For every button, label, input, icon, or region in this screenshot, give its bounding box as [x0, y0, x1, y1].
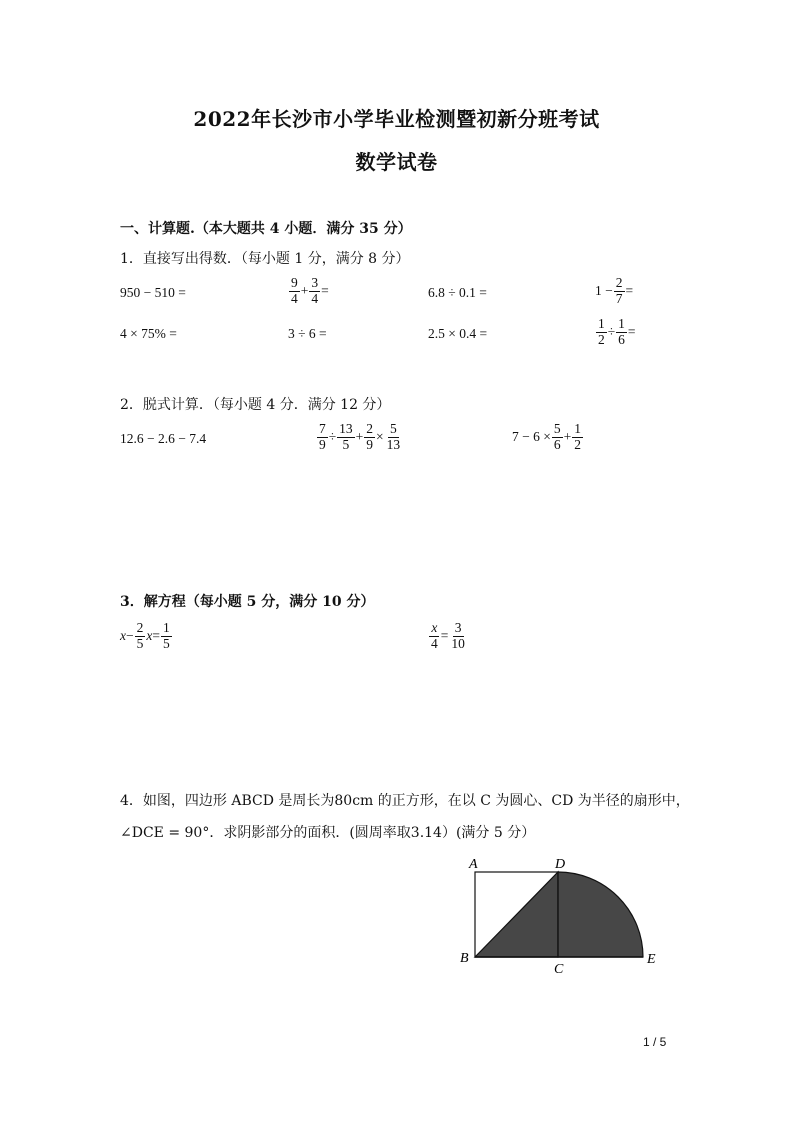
q1-expr-g: 2.5 × 0.4 =: [428, 326, 488, 341]
fraction: $\frac{2}{9}$: [366, 421, 374, 452]
question-3-heading: 3．解方程（每小题 5 分，满分 10 分）: [120, 594, 375, 610]
exam-title: 2022年长沙市小学毕业检测暨初新分班考试: [193, 107, 600, 131]
question-1-heading: 1．直接写出得数．（每小题 1 分，满分 8 分）: [120, 251, 410, 267]
q3-equation-b: $\frac{x}{4}$ = $\frac{3}{10}$: [431, 620, 465, 651]
section-heading: 一、计算题.（本大题共 4 小题．满分 35 分）: [120, 221, 412, 237]
fraction: $\frac{x}{4}$: [431, 620, 438, 651]
q2-expr-b: $\frac{7}{9}$ ÷ $\frac{13}{5}$ + $\frac{2}{9}$ × $\frac{5}{13}$: [319, 421, 401, 452]
q1-expr-b: $\frac{9}{4}$ + $\frac{3}{4}$ =: [291, 275, 329, 306]
fraction: $\frac{9}{4}$: [291, 275, 298, 306]
q1-expr-d: 1 − $\frac{2}{7}$ =: [595, 275, 634, 306]
fraction: $\frac{2}{7}$: [615, 275, 623, 306]
fraction: $\frac{7}{9}$: [319, 421, 326, 452]
shaded-sector: [558, 872, 643, 957]
label-e: E: [647, 952, 656, 967]
fraction: $\frac{3}{4}$: [311, 275, 319, 306]
fraction: $\frac{1}{2}$: [598, 316, 605, 347]
label-b: B: [460, 951, 469, 966]
fraction: $\frac{5}{6}$: [553, 421, 561, 452]
question-2-heading: 2．脱式计算．（每小题 4 分．满分 12 分）: [120, 397, 391, 413]
q1-expr-e: 4 × 75% =: [120, 326, 177, 341]
q2-expr-c: 7 − 6 × $\frac{5}{6}$ + $\frac{1}{2}$: [512, 421, 581, 452]
question-4-line-2: ∠DCE = 90°．求阴影部分的面积．(圆周率取3.14）(满分 5 分）: [120, 825, 536, 841]
q1-expr-c: 6.8 ÷ 0.1 =: [428, 285, 487, 300]
fraction: $\frac{1}{5}$: [163, 620, 170, 651]
fraction: $\frac{2}{5}$: [136, 620, 144, 651]
label-a: A: [469, 857, 478, 872]
q1-expr-f: 3 ÷ 6 =: [288, 326, 327, 341]
q3-equation-a: x − $\frac{2}{5}$ x = $\frac{1}{5}$: [120, 620, 170, 651]
question-4-line-1: 4．如图，四边形 ABCD 是周长为80cm 的正方形，在以 C 为圆心、CD 为半径的扇形中，: [120, 793, 690, 809]
fraction: $\frac{1}{6}$: [618, 316, 625, 347]
label-d: D: [555, 857, 566, 872]
fraction: $\frac{3}{10}$: [451, 620, 465, 651]
q1-expr-a: 950 − 510 =: [120, 285, 186, 300]
label-c: C: [554, 962, 564, 977]
fraction: $\frac{13}{5}$: [339, 421, 353, 452]
q1-expr-h: $\frac{1}{2}$ ÷ $\frac{1}{6}$ =: [598, 316, 636, 347]
fraction: $\frac{1}{2}$: [574, 421, 581, 452]
fraction: $\frac{5}{13}$: [386, 421, 401, 452]
q2-expr-a: 12.6 − 2.6 − 7.4: [120, 431, 207, 446]
exam-subtitle: 数学试卷: [355, 150, 438, 174]
page-number: 1 / 5: [643, 1035, 667, 1049]
shaded-triangle: [475, 872, 558, 957]
geometry-figure: [455, 852, 670, 980]
